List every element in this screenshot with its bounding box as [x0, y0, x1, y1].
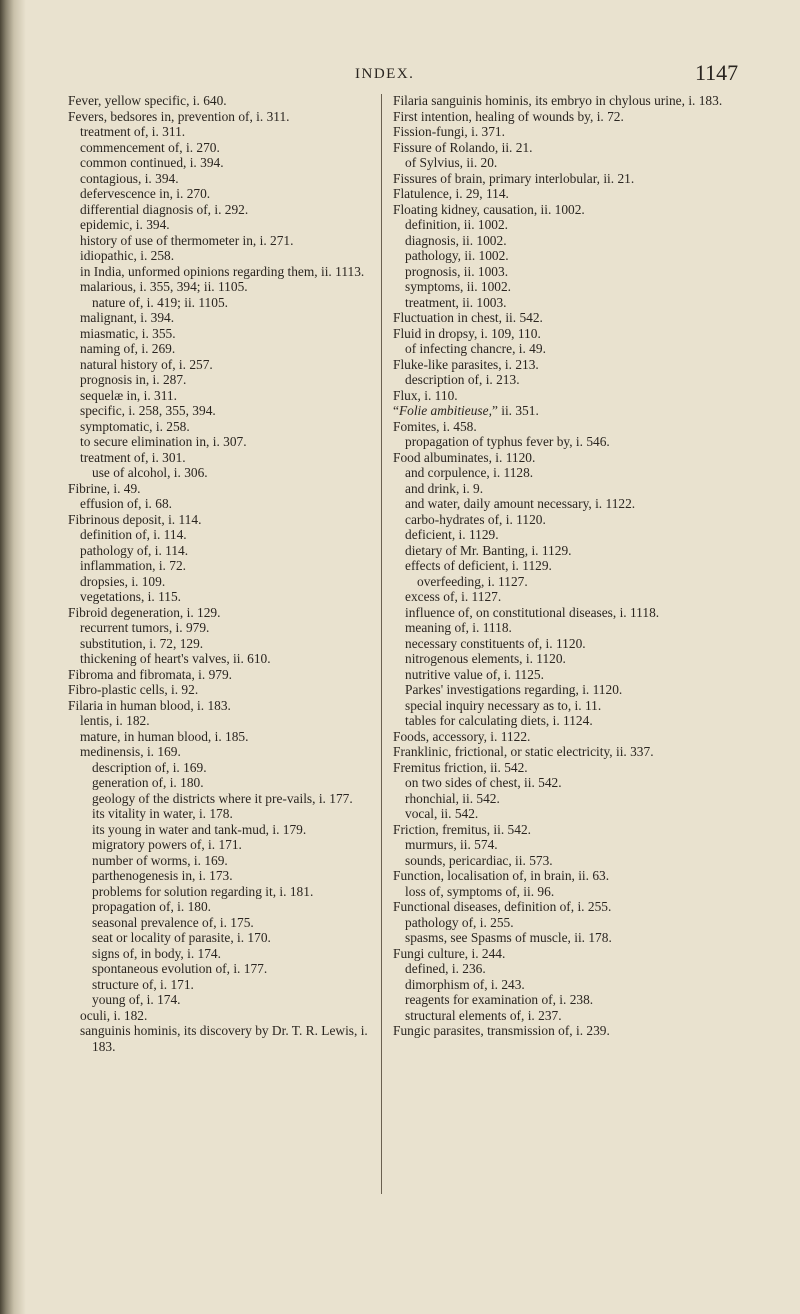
index-entry: differential diagnosis of, i. 292. [80, 201, 249, 217]
index-entry: pathology, ii. 1002. [405, 248, 509, 263]
index-entry: oculi, i. 182. [80, 1007, 148, 1023]
index-entry: natural history of, i. 257. [80, 356, 213, 372]
index-entry: propagation of, i. 180. [92, 899, 212, 914]
index-entry: effects of deficient, i. 1129. [405, 558, 552, 573]
index-entry: description of, i. 213. [405, 372, 520, 387]
index-entry: recurrent tumors, i. 979. [80, 620, 210, 635]
index-entry: Function, localisation of, in brain, ii. 63. [393, 868, 610, 883]
index-entry: Functional diseases, definition of, i. 255. [393, 899, 612, 914]
index-entry: sounds, pericardiac, ii. 573. [405, 852, 553, 868]
index-entry: pathology of, i. 255. [405, 914, 514, 930]
index-entry: epidemic, i. 394. [80, 217, 170, 232]
index-entry: Fluctuation in chest, ii. 542. [393, 310, 543, 325]
index-entry: Fibroma and fibromata, i. 979. [68, 666, 233, 682]
index-entry: history of use of thermometer in, i. 271. [80, 232, 294, 248]
index-entry: defined, i. 236. [405, 961, 486, 976]
index-entry: diagnosis, ii. 1002. [405, 232, 507, 248]
index-entry: Filaria sanguinis hominis, its embryo in chylous urine, i. 183. [393, 93, 723, 108]
index-entry: thickening of heart's valves, ii. 610. [80, 651, 271, 666]
index-entry: Franklinic, frictional, or static electricity, ii. 337. [393, 744, 654, 759]
page-header [0, 60, 800, 90]
index-entry: specific, i. 258, 355, 394. [80, 403, 216, 418]
index-entry: dropsies, i. 109. [80, 573, 166, 589]
index-entry: sanguinis hominis, its discovery by Dr. T. R. Lewis, i. 183. [80, 1023, 368, 1054]
index-entry: dimorphism of, i. 243. [405, 976, 525, 992]
book-spine-shadow [0, 0, 26, 1314]
index-entry: and water, daily amount necessary, i. 1122. [405, 496, 636, 511]
index-entry: malignant, i. 394. [80, 310, 175, 325]
index-entry: idiopathic, i. 258. [80, 248, 175, 263]
index-entry: medinensis, i. 169. [80, 744, 181, 759]
index-entry: vegetations, i. 115. [80, 589, 182, 604]
index-column-right [393, 93, 723, 1039]
index-entry: effusion of, i. 68. [80, 496, 172, 511]
index-entry: pathology of, i. 114. [80, 542, 189, 558]
index-entry: Fibrinous deposit, i. 114. [68, 511, 202, 527]
index-entry: prognosis in, i. 287. [80, 372, 187, 387]
index-entry: overfeeding, i. 1127. [417, 573, 528, 589]
index-entry: migratory powers of, i. 171. [92, 837, 242, 852]
index-entry: description of, i. 169. [92, 759, 207, 775]
index-entry: common continued, i. 394. [80, 155, 224, 170]
index-entry: problems for solution regarding it, i. 181. [92, 883, 314, 899]
index-entry: Fomites, i. 458. [393, 418, 477, 434]
column-divider [381, 94, 382, 1194]
index-entry: special inquiry necessary as to, i. 11. [405, 697, 602, 713]
index-entry: loss of, symptoms of, ii. 96. [405, 883, 555, 899]
index-entry: of infecting chancre, i. 49. [405, 341, 546, 356]
index-entry: definition of, i. 114. [80, 527, 187, 542]
index-entry: tables for calculating diets, i. 1124. [405, 713, 593, 728]
index-entry: number of worms, i. 169. [92, 852, 228, 868]
index-entry: miasmatic, i. 355. [80, 325, 176, 341]
index-entry: structure of, i. 171. [92, 976, 194, 992]
index-entry: propagation of typhus fever by, i. 546. [405, 434, 610, 449]
index-entry: Filaria in human blood, i. 183. [68, 697, 231, 713]
index-entry: Food albuminates, i. 1120. [393, 449, 536, 465]
page-title: INDEX. [355, 66, 415, 82]
index-entry: on two sides of chest, ii. 542. [405, 775, 562, 790]
index-entry: Fibro-plastic cells, i. 92. [68, 682, 199, 697]
index-entry: generation of, i. 180. [92, 775, 204, 790]
index-entry: carbo-hydrates of, i. 1120. [405, 511, 546, 527]
index-entry: Friction, fremitus, ii. 542. [393, 821, 531, 837]
index-entry: treatment of, i. 301. [80, 449, 186, 465]
index-entry: First intention, healing of wounds by, i. 72. [393, 108, 624, 124]
index-entry: Fibrine, i. 49. [68, 480, 141, 496]
index-entry: dietary of Mr. Banting, i. 1129. [405, 542, 572, 558]
index-entry: nitrogenous elements, i. 1120. [405, 651, 566, 666]
index-entry: use of alcohol, i. 306. [92, 465, 208, 480]
index-entry: treatment of, i. 311. [80, 124, 186, 139]
index-entry: substitution, i. 72, 129. [80, 635, 204, 651]
index-entry: seasonal prevalence of, i. 175. [92, 914, 254, 930]
index-entry: treatment, ii. 1003. [405, 294, 507, 310]
index-entry: in India, unformed opinions regarding them, ii. 1113. [80, 263, 365, 279]
index-entry: Flux, i. 110. [393, 387, 458, 403]
index-entry: Fissure of Rolando, ii. 21. [393, 139, 533, 155]
index-entry: sequelæ in, i. 311. [80, 387, 177, 403]
index-entry: inflammation, i. 72. [80, 558, 186, 573]
index-entry: Foods, accessory, i. 1122. [393, 728, 531, 744]
index-entry: its young in water and tank-mud, i. 179. [92, 821, 307, 837]
index-entry: Fissures of brain, primary interlobular, ii. 21. [393, 170, 635, 186]
index-entry: spontaneous evolution of, i. 177. [92, 961, 268, 976]
index-entry: “Folie ambitieuse,” ii. 351. [393, 403, 539, 418]
index-entry: Fluid in dropsy, i. 109, 110. [393, 325, 541, 341]
index-entry: Fungic parasites, transmission of, i. 239. [393, 1023, 610, 1038]
index-entry: murmurs, ii. 574. [405, 837, 498, 852]
index-entry: to secure elimination in, i. 307. [80, 434, 247, 449]
index-entry: nutritive value of, i. 1125. [405, 666, 544, 682]
index-entry: and corpulence, i. 1128. [405, 465, 534, 480]
index-entry: commencement of, i. 270. [80, 139, 220, 155]
index-entry: reagents for examination of, i. 238. [405, 992, 594, 1007]
index-entry: malarious, i. 355, 394; ii. 1105. [80, 279, 248, 294]
index-entry: Fungi culture, i. 244. [393, 945, 506, 961]
index-entry: contagious, i. 394. [80, 170, 179, 186]
index-entry: Floating kidney, causation, ii. 1002. [393, 201, 585, 217]
index-entry: of Sylvius, ii. 20. [405, 155, 498, 170]
index-entry: seat or locality of parasite, i. 170. [92, 930, 271, 945]
index-entry: influence of, on constitutional diseases, i. 1118. [405, 604, 660, 620]
index-entry: defervescence in, i. 270. [80, 186, 211, 201]
index-entry: symptomatic, i. 258. [80, 418, 190, 434]
index-entry: Fever, yellow specific, i. 640. [68, 93, 227, 108]
index-entry: excess of, i. 1127. [405, 589, 502, 604]
index-entry: its vitality in water, i. 178. [92, 806, 233, 821]
index-entry: signs of, in body, i. 174. [92, 945, 221, 961]
index-entry: parthenogenesis in, i. 173. [92, 868, 233, 883]
index-entry: Fevers, bedsores in, prevention of, i. 311. [68, 108, 290, 124]
index-entry: structural elements of, i. 237. [405, 1007, 562, 1023]
index-entry: meaning of, i. 1118. [405, 620, 512, 635]
index-entry: necessary constituents of, i. 1120. [405, 635, 586, 651]
index-entry: deficient, i. 1129. [405, 527, 499, 542]
page-number: 1147 [695, 60, 739, 85]
index-entry: prognosis, ii. 1003. [405, 263, 509, 279]
index-entry: and drink, i. 9. [405, 480, 484, 496]
index-entry: nature of, i. 419; ii. 1105. [92, 294, 228, 310]
index-entry: definition, ii. 1002. [405, 217, 509, 232]
index-entry: spasms, see Spasms of muscle, ii. 178. [405, 930, 612, 945]
index-entry: vocal, ii. 542. [405, 806, 479, 821]
index-entry: lentis, i. 182. [80, 713, 150, 728]
index-entry: rhonchial, ii. 542. [405, 790, 500, 806]
index-entry: geology of the districts where it pre-vails, i. 177. [92, 790, 353, 806]
index-column-left [68, 93, 368, 1054]
index-entry: Fibroid degeneration, i. 129. [68, 604, 221, 620]
index-entry: mature, in human blood, i. 185. [80, 728, 249, 744]
index-entry: young of, i. 174. [92, 992, 181, 1007]
index-entry: Fission-fungi, i. 371. [393, 124, 505, 139]
index-entry: symptoms, ii. 1002. [405, 279, 512, 294]
index-entry: Parkes' investigations regarding, i. 1120. [405, 682, 623, 697]
index-entry: Fluke-like parasites, i. 213. [393, 356, 539, 372]
index-entry: naming of, i. 269. [80, 341, 176, 356]
index-entry: Flatulence, i. 29, 114. [393, 186, 509, 201]
index-entry: Fremitus friction, ii. 542. [393, 759, 528, 775]
